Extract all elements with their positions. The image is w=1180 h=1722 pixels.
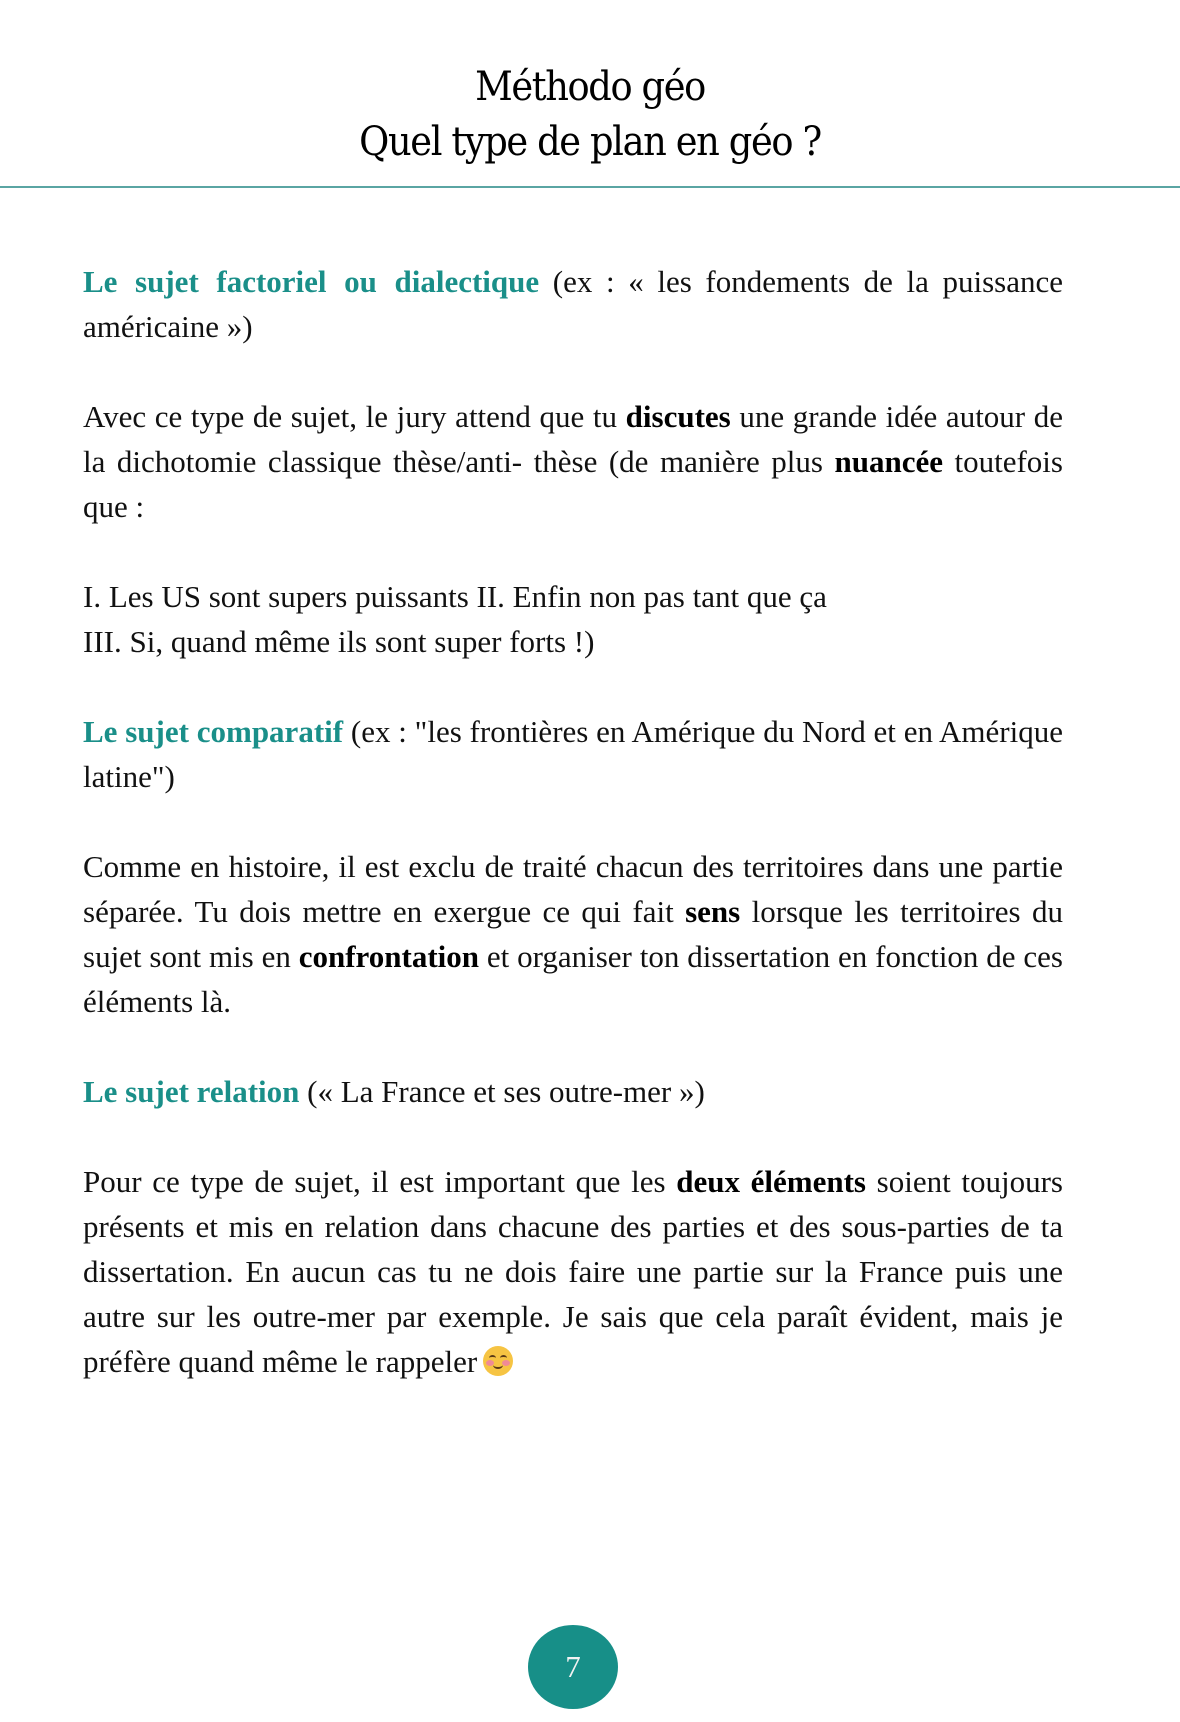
section-factoriel-plan-list xyxy=(83,574,1063,664)
section-heading: Le sujet relation xyxy=(83,1074,300,1109)
body-text: toutefois que : xyxy=(83,444,1063,524)
section-factoriel-heading xyxy=(83,259,1063,349)
plan-list-line: I. Les US sont supers puissants II. Enfin non pas tant que ça xyxy=(83,579,827,614)
plan-list-line: III. Si, quand même ils sont super forts !) xyxy=(83,624,595,659)
section-example: (ex : « les fondements de la puissance américaine ») xyxy=(83,264,1064,344)
body-text: Pour ce type de sujet, il est important que les xyxy=(83,1164,677,1199)
body-text: soient toujours présents et mis en relation dans chacune des parties et des sous-parties de ta dissertation. En aucun cas tu ne dois faire une partie sur la France puis une autre sur les outre-mer par exemple. Je sais que cela paraît évident, mais je préfère quand même le rappeler xyxy=(83,1164,1063,1379)
body-text: une grande idée autour de la dichotomie classique thèse/anti- thèse (de manière plus xyxy=(83,399,1064,479)
section-relation-heading xyxy=(83,1069,1063,1114)
page-title-line-2: Quel type de plan en géo ? xyxy=(359,119,821,165)
emphasis-text: sens xyxy=(685,894,741,929)
page-number: 7 xyxy=(565,1649,581,1684)
section-heading: Le sujet comparatif xyxy=(83,714,344,749)
page-number-badge xyxy=(528,1625,618,1709)
section-comparatif-heading xyxy=(83,709,1063,799)
section-example: (« La France et ses outre-mer ») xyxy=(299,1074,705,1109)
body-text: Avec ce type de sujet, le jury attend que tu xyxy=(83,399,626,434)
section-heading: Le sujet factoriel ou dialectique xyxy=(83,264,540,299)
section-example: (ex : "les frontières en Amérique du Nord et en Amérique latine") xyxy=(83,714,1063,794)
emphasis-text: deux éléments xyxy=(676,1164,866,1199)
emphasis-text: confrontation xyxy=(298,939,479,974)
section-comparatif-body xyxy=(83,844,1063,1024)
section-relation-body xyxy=(83,1159,1063,1384)
body-text: Comme en histoire, il est exclu de traité chacun des territoires dans une partie séparée. Tu dois mettre en exergue ce qui fait xyxy=(83,849,1063,929)
page-content xyxy=(83,259,1063,1429)
body-text: lorsque les territoires du sujet sont mis en xyxy=(83,894,1064,974)
page-header xyxy=(0,0,1180,188)
section-factoriel-body xyxy=(83,394,1063,529)
page-title-line-1: Méthodo géo xyxy=(475,64,705,110)
smiling-face-emoji-icon xyxy=(483,1346,513,1376)
emphasis-text: nuancée xyxy=(834,444,943,479)
body-text: et organiser ton dissertation en fonction de ces éléments là. xyxy=(83,939,1063,1019)
emphasis-text: discutes xyxy=(625,399,731,434)
